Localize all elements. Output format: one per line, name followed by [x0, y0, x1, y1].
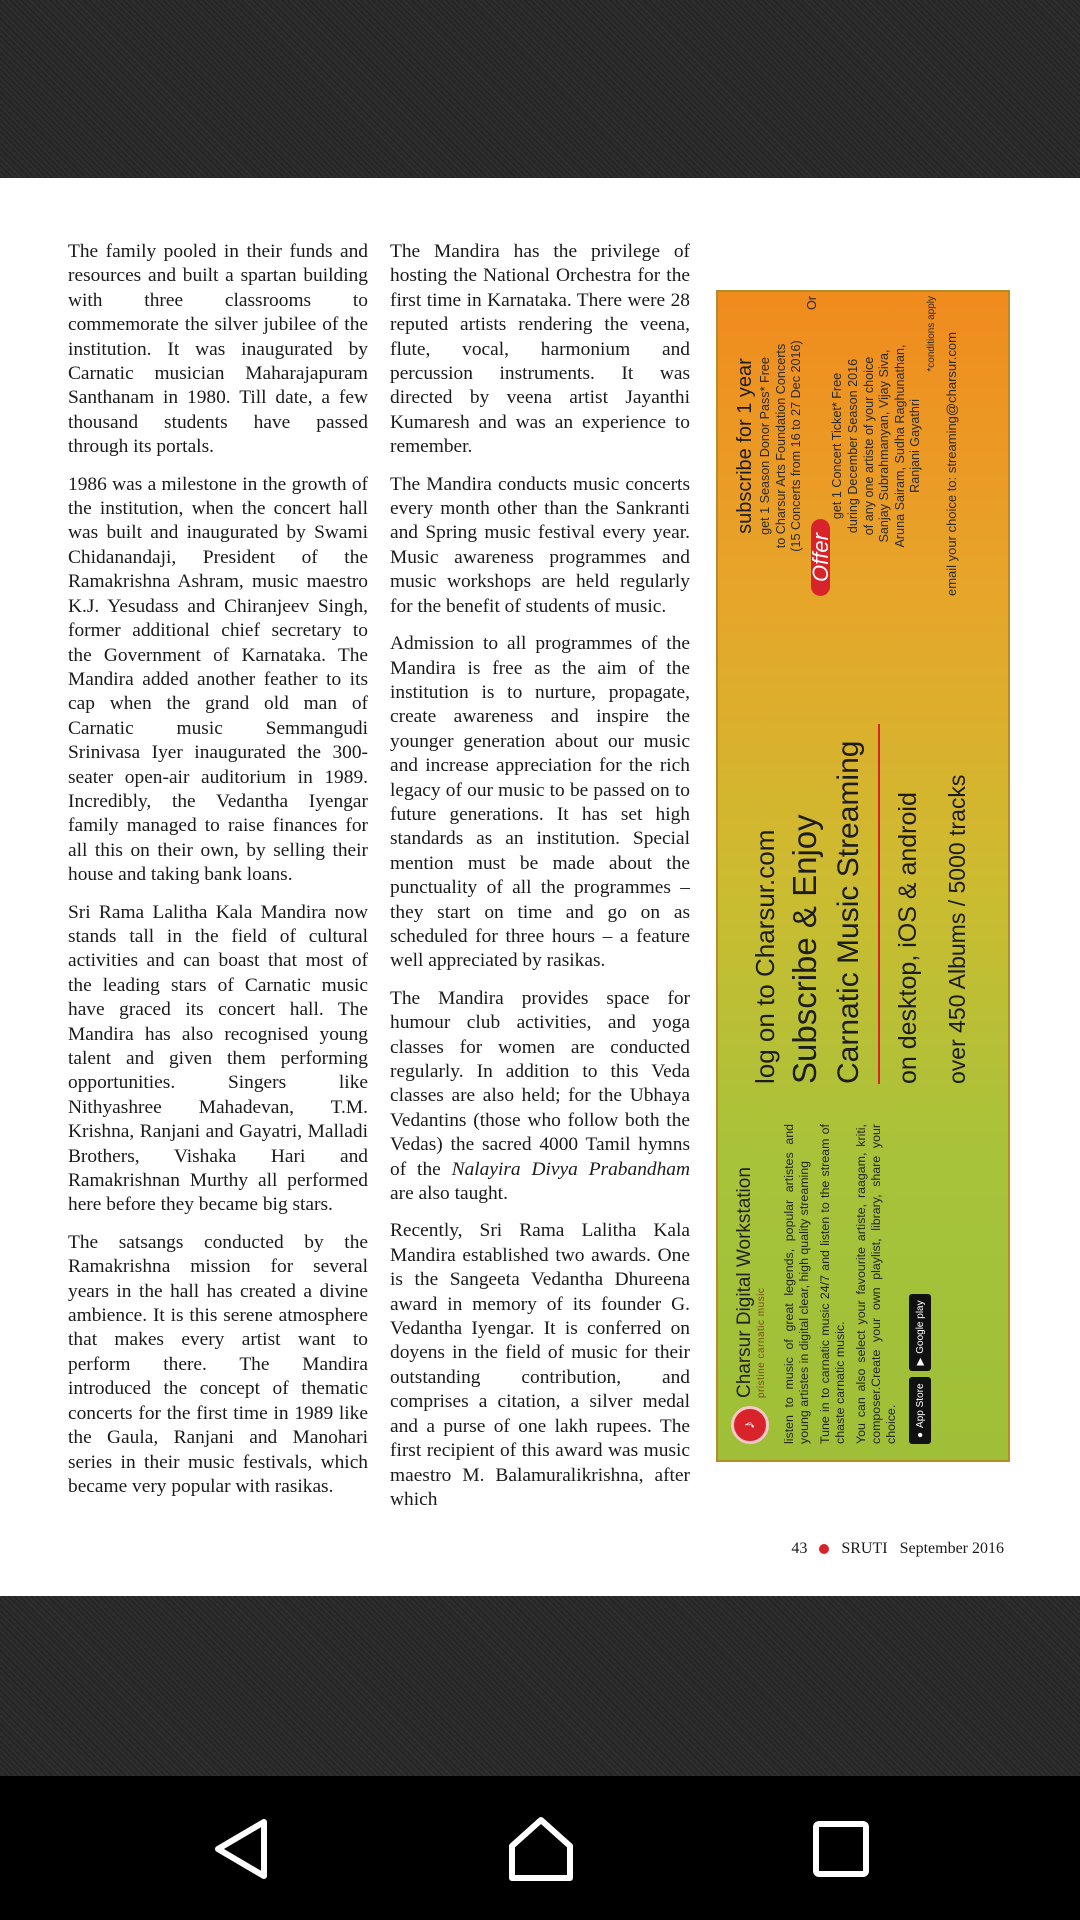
navigation-bar [0, 1776, 1080, 1920]
offer-badge: Offer [811, 519, 831, 596]
article-paragraph: Recently, Sri Rama Lalitha Kala Mandira established two awards. One is the Sangeeta Vedantha Dhureena award in memory of its founder G. Vedantha Iyengar. It is conferred on doyens in the field of music for their outstanding contribution, and comprises a citation, a silver medal and a purse of one lakh rupees. The first recipient of this award was music maestro M. Balamuralikrishna, after which [390, 1220, 690, 1510]
article-paragraph: Sri Rama Lalitha Kala Mandira now stands tall in the field of cultural activities and can boast that most of the leading stars of Carnatic music have graced its concert hall. The Mandira has also recognised young talent and given them performing opportunities. Singers like Nithyashree Mahadevan, T.M. Krishna, Ranjani and Gayatri, Malladi Brothers, Vishaka Hari and Ramakrishnan Murthy all performed here before they became big stars. [68, 901, 368, 1216]
magazine-name: SRUTI [841, 1540, 888, 1557]
ad-email: email your choice to: streaming@charsur.com [943, 332, 959, 596]
apple-icon: ● [914, 1431, 926, 1438]
offer-line: to Charsur Arts Foundation Concerts [773, 343, 788, 549]
offer-line: Aruna Sairam, Sudha Raghunathan, [892, 344, 907, 548]
article-paragraph: The Mandira has the privilege of hosting the National Orchestra for the first time in Karnataka. There were 28 reputed artists rendering the veena, flute, vocal, harmonium and percussion instruments. It was directed by veena artist Jayanthi Kumaresh and was an experience to remember. [390, 241, 690, 458]
bottom-dark-bar [0, 1596, 1080, 1776]
ad-logo-row [728, 1124, 772, 1444]
offer-line: Ranjani Gayathri [908, 399, 923, 493]
app-store-badge [909, 1377, 931, 1444]
offer-line: during December Season 2016 [845, 358, 860, 534]
charsur-advertisement [716, 290, 1010, 1462]
article-paragraph: 1986 was a milestone in the growth of the institution, when the concert hall was built and inaugurated by Swami Chidanandaji, President of the Ramakrishna Ashram, music maestro K.J. Yesudass and Chiranjeev Singh, former additional chief secretary to the Government of Karnataka. The Mandira added another feather to its cap when the grand old man of Carnatic music Semmangudi Srinivasa Iyer inaugurated the 300-seater open-air auditorium in 1989. Incredibly, the Vedantha Iyengar family managed to raise finances for all this on their own, by selling their house and taking bank loans. [68, 473, 368, 886]
hymn-title: Nalayira Divya Prabandham [451, 1158, 690, 1180]
article-paragraph: The satsangs conducted by the Ramakrishna mission for several years in the hall has created a divine ambience. It is this serene atmosphere that makes every artist want to perform there. The Mandira introduced the concept of thematic concerts for the first time in 1989 like the Gaula, Ranjani and Manohari series in their music festivals, which became very popular with rasikas. [68, 1231, 368, 1497]
paragraph-text: The Mandira provides space for humour club activities, and yoga classes for women are conducted regularly. In addition to this Veda classes are also held; for the Ubhaya Vedantins (those who follow both the Vedas) the sacred 4000 Tamil hymns of the [390, 987, 690, 1180]
brand-wrap [734, 1167, 767, 1398]
page-number: 43 [791, 1540, 808, 1557]
ad-headline-4: on desktop, iOS & android [894, 792, 922, 1084]
ad-description: listen to music of great legends, popular artistes and young artistes in digital clear, high quality streaming [782, 1124, 811, 1444]
offer-line: (15 Concerts from 16 to 27 Dec 2016) [789, 340, 804, 552]
app-store-label: App Store [914, 1383, 926, 1428]
issue-date: September 2016 [899, 1540, 1004, 1557]
ad-description: Tune in to carnatic music 24/7 and listen to the stream of chaste carnatic music. [818, 1124, 847, 1444]
ad-offer-block [732, 296, 959, 596]
ad-headline-5: over 450 Albums / 5000 tracks [944, 774, 970, 1084]
offer-line: get 1 Season Donor Pass* Free [758, 357, 772, 535]
play-icon: ▶ [914, 1357, 926, 1366]
article-column-2 [390, 240, 690, 1525]
store-badges [909, 1124, 931, 1444]
charsur-logo-icon: ♪ [731, 1406, 769, 1444]
article-paragraph: Admission to all programmes of the Mandira is free as the aim of the institution is to nurture, propagate, create awareness and inspire the younger generation about our music and increase appreciation for the rich legacy of our music to be passed on to future generations. It has set high standards as an institution. Special mention must be made about the punctuality of all the programmes – they start on time and go on as scheduled for three hours – a feature well appreciated by rasikas. [390, 633, 690, 972]
offer-line: get 1 Concert Ticket* Free [830, 372, 845, 520]
article-paragraph: The family pooled in their funds and resources and built a spartan building with three classrooms to commemorate the silver jubilee of the institution. It was inaugurated by Carnatic musician Maharajapuram Santhanam in 1980. Till date, a few thousand students have passed through its portals. [68, 241, 368, 458]
home-icon[interactable] [506, 1816, 576, 1882]
offer-middle-row [805, 296, 831, 596]
ad-description: You can also select your favourite artiste, raagam, kriti, composer.Create your own playlist, library, share your choice. [854, 1124, 898, 1444]
article-column-1 [68, 240, 368, 1512]
ad-divider [878, 724, 880, 1084]
offer-or: Or [804, 296, 819, 310]
ad-logo-block [728, 1124, 931, 1444]
footer-dot-icon [819, 1544, 829, 1554]
recent-apps-icon[interactable] [806, 1816, 876, 1882]
ad-headline-3: Carnatic Music Streaming [832, 740, 865, 1084]
back-icon[interactable] [206, 1816, 276, 1882]
offer-title: subscribe for 1 year [734, 358, 756, 534]
conditions-apply: *conditions apply [925, 296, 937, 372]
top-dark-bar [0, 0, 1080, 178]
paragraph-tail: are also taught. [390, 1183, 508, 1205]
page-footer [791, 1540, 1004, 1558]
ad-main-headline [750, 584, 978, 1084]
ad-tagline: pristine carnatic music [755, 1287, 767, 1398]
ad-headline-2: Subscribe & Enjoy [786, 814, 823, 1084]
magazine-page [0, 178, 1080, 1596]
article-paragraph [390, 987, 690, 1207]
article-paragraph: The Mandira conducts music concerts every month other than the Sankranti and Spring music festival every year. Music awareness programmes and music workshops are held regularly for the benefit of students of music. [390, 473, 690, 617]
google-play-label: Google play [914, 1300, 926, 1354]
ad-brand: Charsur Digital Workstation [733, 1167, 755, 1398]
ad-rotated-content [718, 292, 1010, 1462]
offer-line: Sanjay Subrahmanyan, Vijay Siva, [877, 349, 892, 543]
google-play-badge [909, 1294, 931, 1371]
offer-line: of any one artiste of your choice [861, 356, 876, 536]
ad-headline-1: log on to Charsur.com [750, 829, 780, 1084]
